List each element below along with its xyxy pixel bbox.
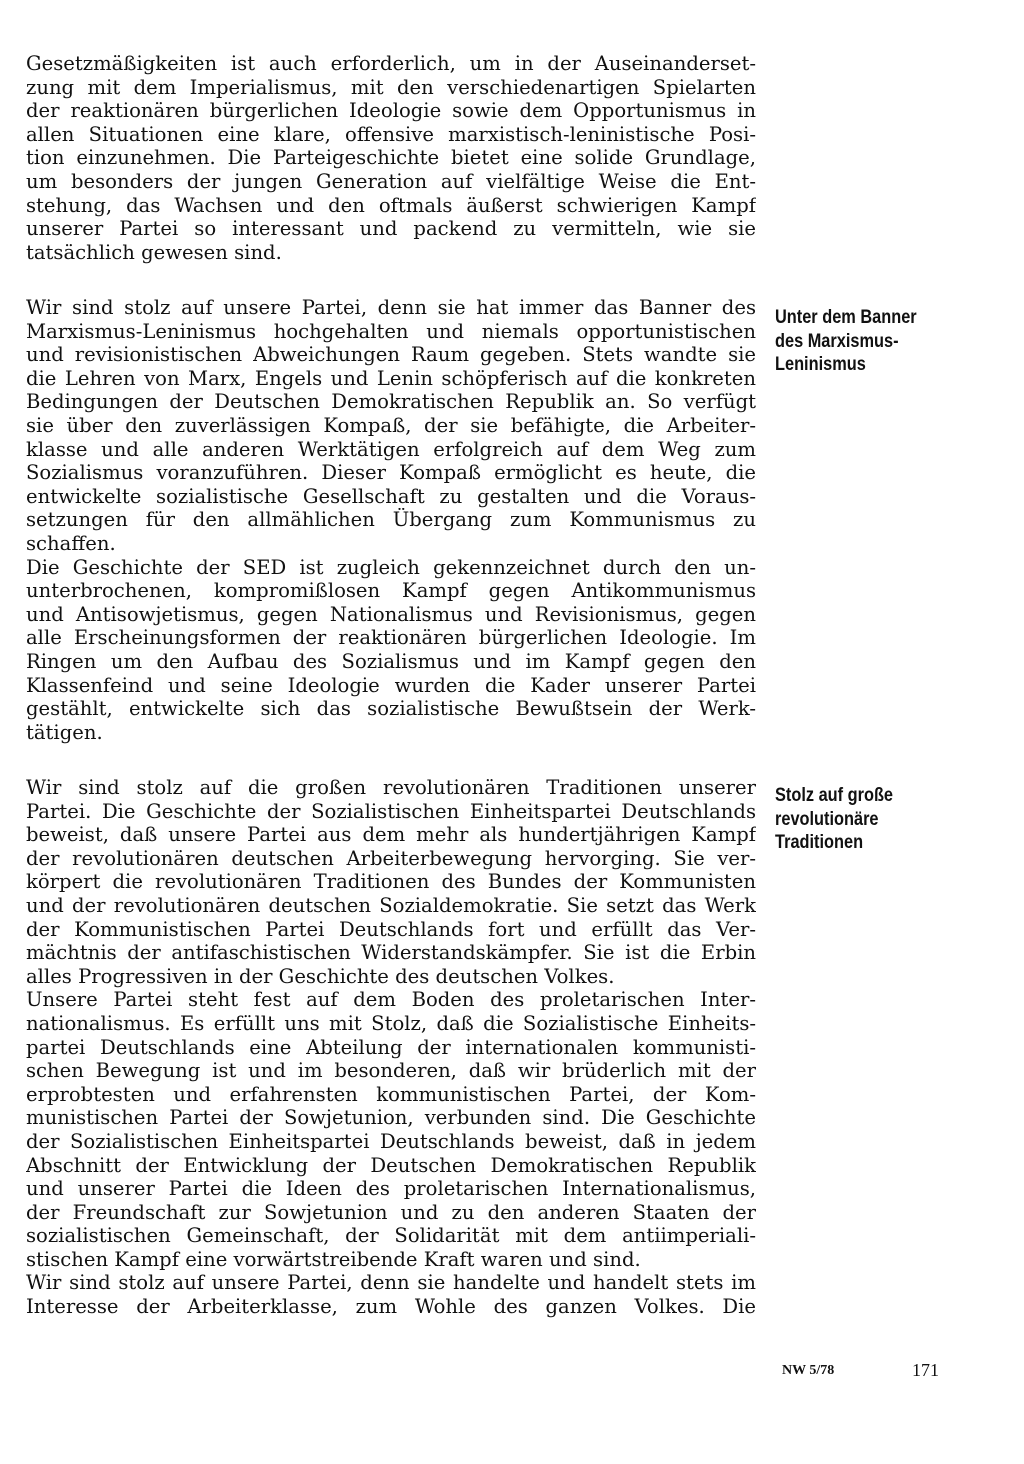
text-line: um besonders der jungen Generation auf vielfältige Weise die Ent- (26, 169, 756, 193)
text-line: körpert die revolutionären Traditionen des Bundes der Kommunisten (26, 870, 756, 894)
body-paragraph-1 (26, 52, 756, 264)
text-line: die Lehren von Marx, Engels und Lenin schöpferisch auf die konkreten (26, 366, 756, 390)
text-line: schen Bewegung ist und im besonderen, daß wir brüderlich mit der (26, 1059, 756, 1083)
page-number: 171 (912, 1360, 939, 1380)
text-line: unserer Partei so interessant und packend zu vermitteln, wie sie (26, 217, 756, 241)
text-line: und revisionistischen Abweichungen Raum gegeben. Stets wandte sie (26, 343, 756, 367)
text-line: entwickelte sozialistische Gesellschaft zu gestalten und die Voraus- (26, 484, 756, 508)
text-line: Ringen um den Aufbau des Sozialismus und im Kampf gegen den (26, 649, 756, 673)
text-line: der reaktionären bürgerlichen Ideologie sowie dem Opportunismus in (26, 99, 756, 123)
text-line: der Freundschaft zur Sowjetunion und zu den anderen Staaten der (26, 1200, 756, 1224)
text-line: erprobtesten und erfahrensten kommunistischen Partei, der Kom- (26, 1082, 756, 1106)
text-line: alle Erscheinungsformen der reaktionären bürgerlichen Ideologie. Im (26, 626, 756, 650)
text-line: der Kommunistischen Partei Deutschlands fort und erfüllt das Ver- (26, 917, 756, 941)
text-line: Wir sind stolz auf unsere Partei, denn sie hat immer das Banner des (26, 296, 756, 319)
text-line: sie über den zuverlässigen Kompaß, der sie befähigte, die Arbeiter- (26, 413, 756, 437)
text-line: Wir sind stolz auf unsere Partei, denn sie handelte und handelt stets im (26, 1271, 756, 1295)
text-line: schaffen. (26, 531, 116, 555)
body-paragraph-2 (26, 296, 756, 744)
issue-reference: NW 5/78 (782, 1363, 835, 1378)
side-heading-line: des Marxismus- (775, 330, 899, 352)
text-line: setzungen für den allmählichen Übergang zum Kommunismus zu (26, 508, 756, 532)
side-heading-line: Leninismus (775, 354, 866, 376)
side-heading-line: revolutionäre (775, 808, 879, 830)
text-line: tion einzunehmen. Die Parteigeschichte bietet eine solide Grundlage, (26, 146, 756, 170)
text-line: klasse und alle anderen Werktätigen erfolgreich auf dem Weg zum (26, 437, 756, 461)
text-line: Interesse der Arbeiterklasse, zum Wohle des ganzen Volkes. Die (26, 1295, 756, 1319)
text-line: Unsere Partei steht fest auf dem Boden des proletarischen Inter- (26, 988, 756, 1012)
side-heading-line: Stolz auf große (775, 785, 894, 806)
text-line: der revolutionären deutschen Arbeiterbewegung hervorging. Sie ver- (26, 846, 756, 870)
text-line: und der revolutionären deutschen Sozialdemokratie. Sie setzt das Werk (26, 893, 756, 917)
text-line: Sozialismus voranzuführen. Dieser Kompaß ermöglicht es heute, die (26, 461, 756, 485)
text-line: gestählt, entwickelte sich das sozialistische Bewußtsein der Werk- (26, 697, 756, 721)
side-heading-line: Traditionen (775, 832, 864, 854)
text-line: Gesetzmäßigkeiten ist auch erforderlich, um in der Auseinanderset- (26, 52, 756, 75)
text-line: nationalismus. Es erfüllt uns mit Stolz, daß die Sozialistische Einheits- (26, 1011, 756, 1035)
text-line: alles Progressiven in der Geschichte des deutschen Volkes. (26, 964, 615, 988)
text-line: stischen Kampf eine vorwärtstreibende Kraft waren und sind. (26, 1247, 641, 1271)
text-line: Partei. Die Geschichte der Sozialistischen Einheitspartei Deutschlands (26, 799, 756, 823)
body-paragraph-3 (26, 776, 756, 1319)
text-line: allen Situationen eine klare, offensive marxistisch-leninistische Posi- (26, 122, 756, 146)
text-line: mächtnis der antifaschistischen Widerstandskämpfer. Sie ist die Erbin (26, 941, 756, 965)
text-line: unterbrochenen, kompromißlosen Kampf gegen Antikommunismus (26, 579, 756, 603)
text-line: und unserer Partei die Ideen des proletarischen Internationalismus, (26, 1177, 756, 1201)
text-line: der Sozialistischen Einheitspartei Deutschlands beweist, daß in jedem (26, 1129, 756, 1153)
text-line: Klassenfeind und seine Ideologie wurden die Kader unserer Partei (26, 673, 756, 697)
side-heading-traditions (775, 784, 960, 855)
text-line: stehung, das Wachsen und den oftmals äußerst schwierigen Kampf (26, 193, 756, 217)
text-line: tätigen. (26, 720, 103, 744)
text-line: Marxismus-Leninismus hochgehalten und niemals opportunistischen (26, 319, 756, 343)
text-line: beweist, daß unsere Partei aus dem mehr als hundertjährigen Kampf (26, 823, 756, 847)
side-heading-banner (775, 306, 960, 377)
text-line: tatsächlich gewesen sind. (26, 240, 282, 264)
text-line: Bedingungen der Deutschen Demokratischen Republik an. So verfügt (26, 390, 756, 414)
text-line: munistischen Partei der Sowjetunion, verbunden sind. Die Geschichte (26, 1106, 756, 1130)
text-line: zung mit dem Imperialismus, mit den verschiedenartigen Spielarten (26, 75, 756, 99)
text-line: Die Geschichte der SED ist zugleich gekennzeichnet durch den un- (26, 555, 756, 579)
text-line: Abschnitt der Entwicklung der Deutschen Demokratischen Republik (26, 1153, 756, 1177)
side-heading-line: Unter dem Banner (775, 307, 917, 328)
text-line: und Antisowjetismus, gegen Nationalismus und Revisionismus, gegen (26, 602, 756, 626)
text-line: sozialistischen Gemeinschaft, der Solidarität mit dem antiimperiali- (26, 1224, 756, 1248)
text-line: partei Deutschlands eine Abteilung der internationalen kommunisti- (26, 1035, 756, 1059)
text-line: Wir sind stolz auf die großen revolutionären Traditionen unserer (26, 776, 756, 799)
